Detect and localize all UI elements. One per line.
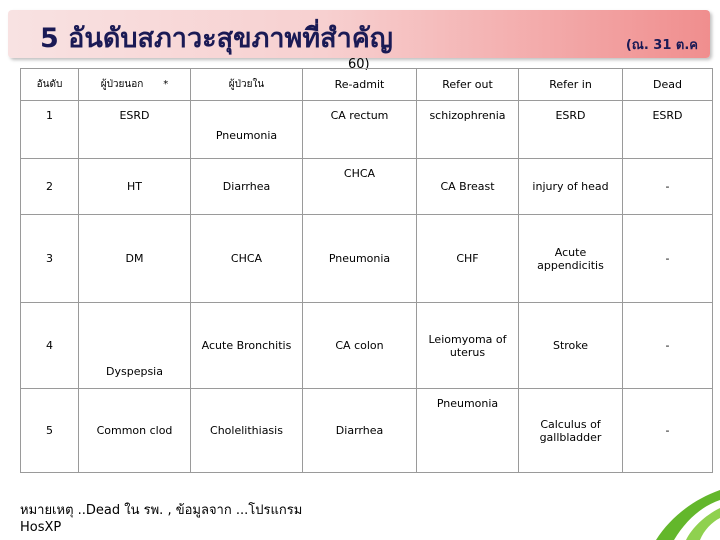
cell-refer-out: Pneumonia [417,389,519,473]
table-row [21,303,713,389]
cell-refer-out: Leiomyoma of uterus [417,303,519,389]
header-rank: อันดับ [21,69,79,101]
cell-dead: - [623,215,713,303]
cell-refer-out: CHF [417,215,519,303]
cell-inpatient: CHCA [191,215,303,303]
page-title: 5 อันดับสภาวะสุขภาพที่สำคัญ [40,23,393,54]
health-conditions-table [20,68,713,473]
table-row [21,389,713,473]
cell-inpatient: Pneumonia [191,101,303,159]
table-row [21,159,713,215]
cell-dead: - [623,303,713,389]
cell-rank: 3 [21,215,79,303]
footer-note-line2: HosXP [20,520,62,535]
cell-outpatient: HT [79,159,191,215]
header-refer-in: Refer in [519,69,623,101]
cell-outpatient: DM [79,215,191,303]
cell-dead: ESRD [623,101,713,159]
cell-inpatient: Diarrhea [191,159,303,215]
cell-inpatient: Acute Bronchitis [191,303,303,389]
table-header-row [21,69,713,101]
cell-outpatient: Dyspepsia [79,303,191,389]
cell-readmit: Diarrhea [303,389,417,473]
cell-dead: - [623,159,713,215]
footer-note-line1: หมายเหตุ ..Dead ใน รพ. , ข้อมูลจาก ...โปรแกรม [20,503,303,518]
header-star: * [163,79,169,90]
cell-refer-in: Calculus of gallbladder [519,389,623,473]
cell-readmit: Pneumonia [303,215,417,303]
title-date-overflow: 60) [348,57,370,72]
cell-readmit: CA colon [303,303,417,389]
cell-readmit: CHCA [303,159,417,215]
header-inpatient: ผู้ป่วยใน [191,69,303,101]
cell-refer-in: Acute appendicitis [519,215,623,303]
title-date: (ณ. 31 ต.ค [625,38,698,53]
cell-rank: 5 [21,389,79,473]
cell-refer-in: injury of head [519,159,623,215]
table-row [21,215,713,303]
cell-rank: 2 [21,159,79,215]
green-swoosh-logo-icon [640,486,720,540]
cell-readmit: CA rectum [303,101,417,159]
header-refer-out: Refer out [417,69,519,101]
header-outpatient [79,69,191,101]
cell-refer-in: Stroke [519,303,623,389]
cell-refer-out: CA Breast [417,159,519,215]
cell-dead: - [623,389,713,473]
footer-note [20,502,302,536]
table-row [21,101,713,159]
header-readmit: Re-admit [303,69,417,101]
cell-outpatient: Common clod [79,389,191,473]
cell-rank: 4 [21,303,79,389]
cell-inpatient: Cholelithiasis [191,389,303,473]
cell-outpatient: ESRD [79,101,191,159]
cell-refer-out: schizophrenia [417,101,519,159]
header-dead: Dead [623,69,713,101]
cell-refer-in: ESRD [519,101,623,159]
header-outpatient-label: ผู้ป่วยนอก [100,79,144,90]
cell-rank: 1 [21,101,79,159]
